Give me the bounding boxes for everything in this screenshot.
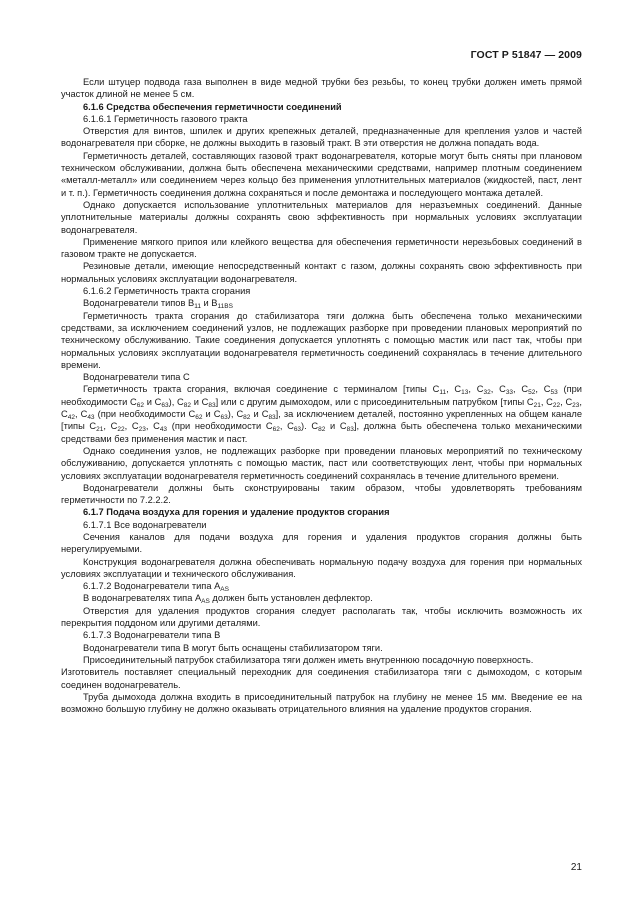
paragraph: Труба дымохода должна входить в присоединительный патрубок на глубину не менее 15 мм. Введение ее на возможно большую глубину не должно оказывать отрицательного влияния на удаление продуктов сгорания.: [61, 691, 582, 715]
paragraph: Водонагреватели типа В могут быть оснащены стабилизатором тяги.: [83, 642, 383, 653]
document-header: ГОСТ Р 51847 — 2009: [470, 49, 582, 61]
paragraph: Отверстия для удаления продуктов сгорания следует располагать так, чтобы исключить возможность их перекрытия поддоном или другими деталями.: [61, 605, 582, 629]
type-c-heading: Водонагреватели типа С: [83, 372, 190, 383]
section-heading: 6.1.6 Средства обеспечения герметичности соединений: [83, 101, 342, 112]
paragraph: Отверстия для винтов, шпилек и других крепежных деталей, предназначенные для крепления узлов и частей водонагревателя при сборке, не должны выходить в газовый тракт. В эти отверстия не должна попадать вода.: [61, 126, 582, 149]
subsection-heading-as: 6.1.7.2 Водонагреватели типа $А_{AS}$: [83, 581, 229, 594]
document-body: [61, 76, 582, 715]
paragraph: Герметичность деталей, составляющих газовой тракт водонагревателя, которые могут быть сняты при плановом техническом обслуживании, должна быть обеспечена механическими средствами, например плотным соединением «металл-металл» или соединением через кольцо без применения уплотнительных материалов (жидкостей, паст, лент и т. п.). Герметичность соединения должна сохраняться и после демонтажа и последующего монтажа деталей.: [61, 150, 582, 198]
paragraph: Конструкция водонагревателя должна обеспечивать нормальную подачу воздуха для горения при нормальных условиях эксплуатации и технического обслуживания.: [61, 556, 582, 579]
subsection-heading: 6.1.7.3 Водонагреватели типа В: [83, 630, 221, 641]
subsection-heading: 6.1.6.2 Герметичность тракта сгорания: [83, 286, 251, 297]
paragraph: Резиновые детали, имеющие непосредственный контакт с газом, должны сохранять свою эффективность при нормальных условиях эксплуатации водонагревателя.: [61, 261, 582, 284]
paragraph-as: В водонагревателях типа $А_{AS}$ должен быть установлен дефлектор.: [83, 593, 373, 606]
types-b-heading: Водонагреватели типов $В_{11}$ и $В_{11BS}$: [83, 298, 233, 311]
subsection-heading: 6.1.7.1 Все водонагреватели: [83, 519, 207, 530]
paragraph: Однако соединения узлов, не подлежащих разборке при проведении плановых мероприятий по техническому обслуживанию, допускается уплотнять с помощью мастик, паст или соответствующих лент, чтобы при нормальных условиях эксплуатации водонагревателя герметичность соединений сохранялась в течение длительного времени.: [61, 445, 582, 481]
paragraph-type-c: Герметичность тракта сгорания, включая соединение с терминалом [типы $С_{11}$, $С_{13}$, $С_{32}$, $С_{33}$, $С_{52}$, $С_{53}$ (при необходимости $С_{62}$ и $С_{63}$), $С_{82}$ и $С_{83}$] или с другим дымоходом, или с присоединительным патрубком [типы $С_{21}$, $С_{22}$, $С_{23}$, $С_{42}$, $С_{43}$ (при необходимости $С_{62}$ и $С_{63}$), $С_{82}$ и $С_{83}$], за исключением деталей, постоянно укрепленных на общем канале [типы $С_{21}$, $С_{22}$, $С_{23}$, $С_{43}$ (при необходимости $С_{62}$, $С_{63}$). $С_{82}$ и $С_{83}$], должна быть обеспечена только механическими средствами без применения мастик и паст.: [61, 384, 582, 444]
section-heading: 6.1.7 Подача воздуха для горения и удаление продуктов сгорания: [83, 507, 390, 518]
page-number: 21: [570, 862, 582, 873]
paragraph: Изготовитель поставляет специальный переходник для соединения стабилизатора тяги с дымоходом, с которым соединен водонагреватель.: [61, 667, 582, 690]
paragraph: Сечения каналов для подачи воздуха для горения и удаления продуктов сгорания должны быть нерегулируемыми.: [61, 531, 582, 555]
paragraph: Водонагреватели должны быть сконструированы таким образом, чтобы удовлетворять требованиям герметичности по 7.2.2.2.: [61, 482, 582, 506]
subsection-heading: 6.1.6.1 Герметичность газового тракта: [83, 113, 248, 124]
paragraph: Герметичность тракта сгорания до стабилизатора тяги должна быть обеспечена только механическими средствами, за исключением соединений узлов, не подлежащих разборке при проведении плановых мероприятий по техническому обслуживанию. Такие соединения допускается уплотнять с помощью мастик или паст так, чтобы при нормальных условиях эксплуатации водонагревателя герметичность соединений сохранялась в течение длительного времени.: [61, 310, 582, 370]
paragraph: Применение мягкого припоя или клейкого вещества для обеспечения герметичности нерезьбовых соединений в газовом тракте не допускается.: [61, 236, 582, 260]
paragraph: Однако допускается использование уплотнительных материалов для неразъемных соединений. Данные уплотнительные материалы должны сохранять свою эффективность при нормальных условиях эксплуатации водонагревателя.: [61, 199, 582, 235]
paragraph: Если штуцер подвода газа выполнен в виде медной трубки без резьбы, то конец трубки должен иметь прямой участок длиной не менее 5 см.: [61, 77, 582, 100]
paragraph: Присоединительный патрубок стабилизатора тяги должен иметь внутреннюю посадочную поверхность.: [83, 654, 534, 665]
